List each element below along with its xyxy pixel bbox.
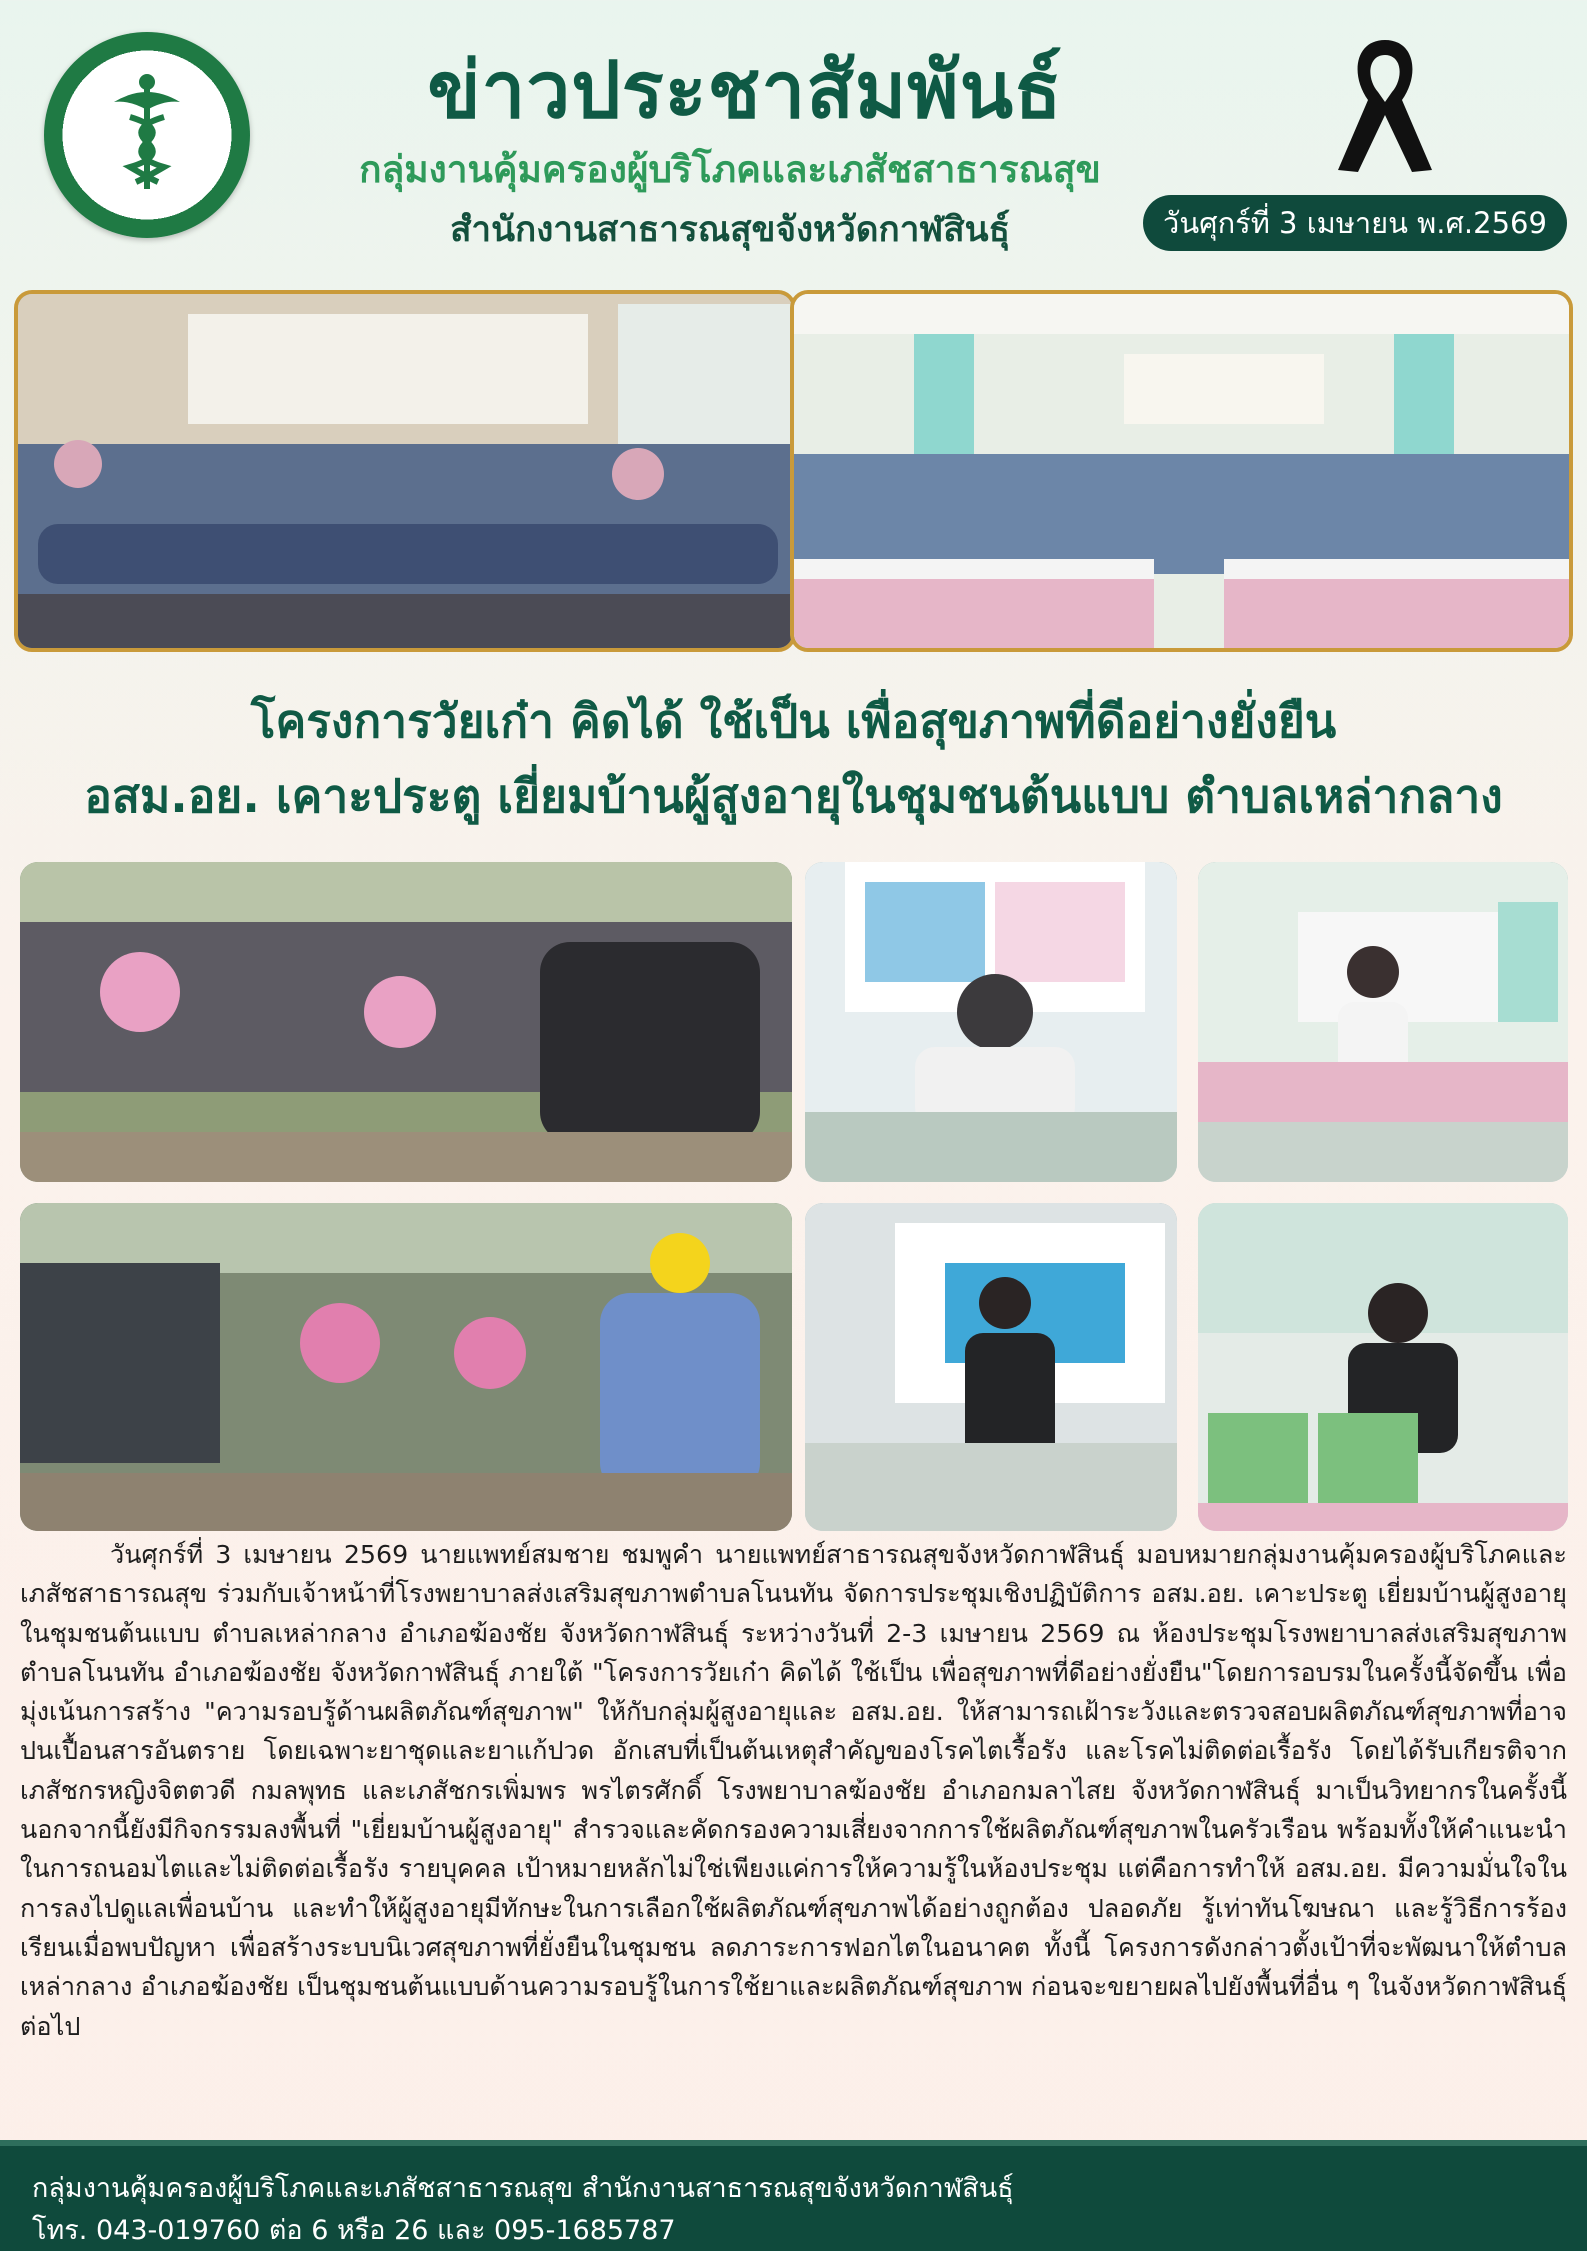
group-photo-with-bags <box>14 290 796 652</box>
header <box>0 0 1587 285</box>
news-body: วันศุกร์ที่ 3 เมษายน 2569 นายแพทย์สมชาย ชมพูคำ นายแพทย์สาธารณสุขจังหวัดกาฬสินธุ์ มอบหมายกลุ่มงานคุ้มครองผู้บริโภคและเภสัชสาธารณสุข ร่วมกับเจ้าหน้าที่โรงพยาบาลส่งเสริมสุขภาพตำบลโนนทัน จัดการประชุมเชิงปฏิบัติการ อสม.อย. เคาะประตู เยี่ยมบ้านผู้สูงอายุในชุมชนต้นแบบ ตำบลเหล่ากลาง อำเภอฆ้องชัย จังหวัดกาฬสินธุ์ ระหว่างวันที่ 2-3 เมษายน 2569 ณ ห้องประชุมโรงพยาบาลส่งเสริมสุขภาพตำบลโนนทัน อำเภอฆ้องชัย จังหวัดกาฬสินธุ์ ภายใต้ "โครงการวัยเก๋า คิดได้ ใช้เป็น เพื่อสุขภาพที่ดีอย่างยั่งยืน"โดยการอบรมในครั้งนี้จัดขึ้น เพื่อมุ่งเน้นการสร้าง "ความรอบรู้ด้านผลิตภัณฑ์สุขภาพ" ให้กับกลุ่มผู้สูงอายุและ อสม.อย. ให้สามารถเฝ้าระวังและตรวจสอบผลิตภัณฑ์สุขภาพที่อาจปนเปื้อนสารอันตราย โดยเฉพาะยาชุดและยาแก้ปวด อักเสบที่เป็นต้นเหตุสำคัญของโรคไตเรื้อรัง และโรคไม่ติดต่อเรื้อรัง โดยได้รับเกียรติจากเภสัชกรหญิงจิตตวดี กมลพุทธ และเภสัชกรเพิ่มพร พรไตรศักดิ์ โรงพยาบาลฆ้องชัย อำเภอกมลาไสย จังหวัดกาฬสินธุ์ มาเป็นวิทยากรในครั้งนี้ นอกจากนี้ยังมีกิจกรรมลงพื้นที่ "เยี่ยมบ้านผู้สูงอายุ" สำรวจและคัดกรองความเสี่ยงจากการใช้ผลิตภัณฑ์สุขภาพในครัวเรือน พร้อมทั้งให้คำแนะนำในการถนอมไตและไม่ติดต่อเรื้อรัง รายบุคคล เป้าหมายหลักไม่ใช่เพียงแค่การให้ความรู้ในห้องประชุม แต่คือการทำให้ อสม.อย. มีความมั่นใจในการลงไปดูแลเพื่อนบ้าน และทำให้ผู้สูงอายุมีทักษะในการเลือกใช้ผลิตภัณฑ์สุขภาพได้อย่างถูกต้อง ปลอดภัย รู้เท่าทันโฆษณา และรู้วิธีการร้องเรียนเมื่อพบปัญหา เพื่อสร้างระบบนิเวศสุขภาพที่ยั่งยืนในชุมชน ลดภาระการฟอกไตในอนาคต ทั้งนี้ โครงการดังกล่าวตั้งเป้าที่จะพัฒนาให้ตำบลเหล่ากลาง อำเภอฆ้องชัย เป็นชุมชนต้นแบบด้านความรอบรู้ในการใช้ยาและผลิตภัณฑ์สุขภาพ ก่อนจะขยายผลไปยังพื้นที่อื่น ๆ ในจังหวัดกาฬสินธุ์ต่อไป <box>20 1540 1567 2041</box>
svg-text:MINISTRY OF PUBLIC HEALTH: MINISTRY OF PUBLIC HEALTH <box>72 168 222 223</box>
date-badge: วันศุกร์ที่ 3 เมษายน พ.ศ.2569 <box>1143 195 1567 251</box>
headline-line-2: อสม.อย. เคาะประตู เยี่ยมบ้านผู้สูงอายุในชุมชนต้นแบบ ตำบลเหล่ากลาง <box>84 769 1503 823</box>
svg-text:กระทรวงสาธารณสุข: กระทรวงสาธารณสุข <box>70 46 224 102</box>
footer-department: กลุ่มงานคุ้มครองผู้บริโภคและเภสัชสาธารณสุข สำนักงานสาธารณสุขจังหวัดกาฬสินธุ์ <box>32 2173 1014 2204</box>
speaker-presentation-photo-1 <box>805 862 1177 1182</box>
speaker-presentation-photo-4 <box>1198 1203 1568 1531</box>
department-subtitle: กลุ่มงานคุ้มครองผู้บริโภคและเภสัชสาธารณสุข <box>359 148 1101 191</box>
meeting-room-photo <box>790 290 1573 652</box>
footer-phone: โทร. 043-019760 ต่อ 6 หรือ 26 และ 095-1685787 <box>32 2215 676 2246</box>
headline-line-1: โครงการวัยเก๋า คิดได้ ใช้เป็น เพื่อสุขภาพที่ดีอย่างยั่งยืน <box>250 694 1337 748</box>
speaker-presentation-photo-3 <box>805 1203 1177 1531</box>
speaker-presentation-photo-2 <box>1198 862 1568 1182</box>
page-title: ข่าวประชาสัมพันธ์ <box>427 46 1063 136</box>
footer <box>0 2140 1587 2251</box>
ministry-of-public-health-logo <box>44 32 250 238</box>
mourning-ribbon-icon <box>1330 30 1440 180</box>
office-name: สำนักงานสาธารณสุขจังหวัดกาฬสินธุ์ <box>450 210 1010 250</box>
home-visit-photo <box>20 1203 792 1531</box>
community-group-photo <box>20 862 792 1182</box>
